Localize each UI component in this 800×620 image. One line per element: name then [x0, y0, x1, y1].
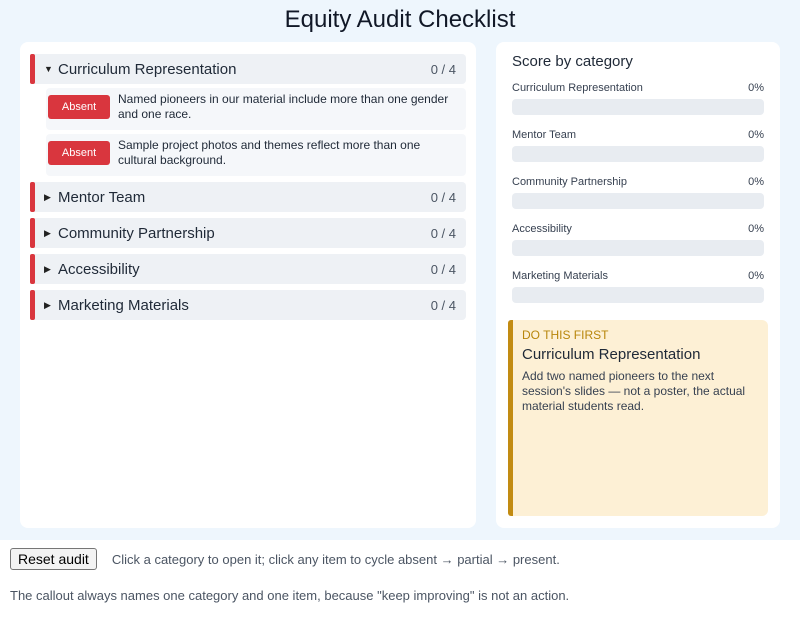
category-header[interactable] [30, 290, 466, 320]
category-name: Curriculum Representation [58, 60, 237, 78]
score-percent: 0% [748, 223, 764, 235]
category-header[interactable] [30, 218, 466, 248]
status-bar [30, 54, 35, 84]
caret-right-icon: ▶ [44, 227, 51, 238]
score-percent: 0% [748, 129, 764, 141]
score-category-name: Marketing Materials [512, 270, 608, 282]
caret-down-icon: ▼ [44, 64, 53, 74]
page-title: Equity Audit Checklist [284, 6, 516, 33]
checklist-panel [20, 42, 476, 528]
category-mentor-team [30, 182, 466, 212]
callout-tag: DO THIS FIRST [522, 328, 609, 342]
category-header[interactable] [30, 254, 466, 284]
category-marketing-materials [30, 290, 466, 320]
score-bar-track [512, 193, 764, 209]
score-category-name: Community Partnership [512, 176, 627, 188]
status-badge[interactable]: Absent [48, 141, 110, 165]
caret-right-icon: ▶ [44, 263, 51, 274]
category-name: Accessibility [58, 260, 140, 278]
score-panel [496, 42, 780, 528]
score-row [512, 223, 764, 256]
category-header[interactable] [30, 54, 466, 84]
category-community-partnership [30, 218, 466, 248]
score-row [512, 176, 764, 209]
item-text: Named pioneers in our material include more than one gender and one race. [118, 92, 449, 121]
score-bar-track [512, 146, 764, 162]
category-accessibility [30, 254, 466, 284]
score-row [512, 270, 764, 303]
score-percent: 0% [748, 82, 764, 94]
checklist-item[interactable] [46, 88, 466, 130]
caret-right-icon: ▶ [44, 191, 51, 202]
category-curriculum-representation [30, 54, 466, 176]
status-bar [30, 218, 35, 248]
status-bar [30, 290, 35, 320]
category-name: Marketing Materials [58, 296, 189, 314]
status-bar [30, 254, 35, 284]
callout-text: Add two named pioneers to the next session's slides — not a poster, the actual material students read. [522, 369, 746, 413]
score-row [512, 129, 764, 162]
category-count: 0 / 4 [430, 189, 456, 205]
instructions-hint: Click a category to open it; click any item to cycle absent → partial → present. [111, 551, 560, 567]
category-count: 0 / 4 [430, 261, 456, 277]
score-row [512, 82, 764, 115]
score-category-name: Curriculum Representation [512, 82, 643, 94]
checklist-item[interactable] [46, 134, 466, 176]
score-bar-track [512, 99, 764, 115]
category-count: 0 / 4 [430, 297, 456, 313]
caret-right-icon: ▶ [44, 299, 51, 310]
callout-accent-bar [508, 320, 513, 516]
score-bar-track [512, 287, 764, 303]
status-bar [30, 182, 35, 212]
item-text: Sample project photos and themes reflect more than one cultural background. [118, 138, 421, 167]
footer-note: The callout always names one category and one item, because "keep improving" is not an action. [10, 588, 570, 603]
category-items [30, 84, 466, 176]
status-badge[interactable]: Absent [48, 95, 110, 119]
score-percent: 0% [748, 270, 764, 282]
score-bar-track [512, 240, 764, 256]
callout-category: Curriculum Representation [522, 346, 701, 363]
score-title: Score by category [512, 53, 633, 70]
footer [10, 548, 790, 603]
category-name: Mentor Team [58, 188, 146, 206]
category-header[interactable] [30, 182, 466, 212]
category-name: Community Partnership [58, 224, 215, 242]
score-percent: 0% [748, 176, 764, 188]
category-count: 0 / 4 [430, 225, 456, 241]
score-category-name: Accessibility [512, 223, 572, 235]
reset-audit-button[interactable]: Reset audit [10, 548, 97, 570]
priority-callout [508, 320, 768, 516]
category-count: 0 / 4 [430, 61, 456, 77]
score-category-name: Mentor Team [512, 129, 576, 141]
